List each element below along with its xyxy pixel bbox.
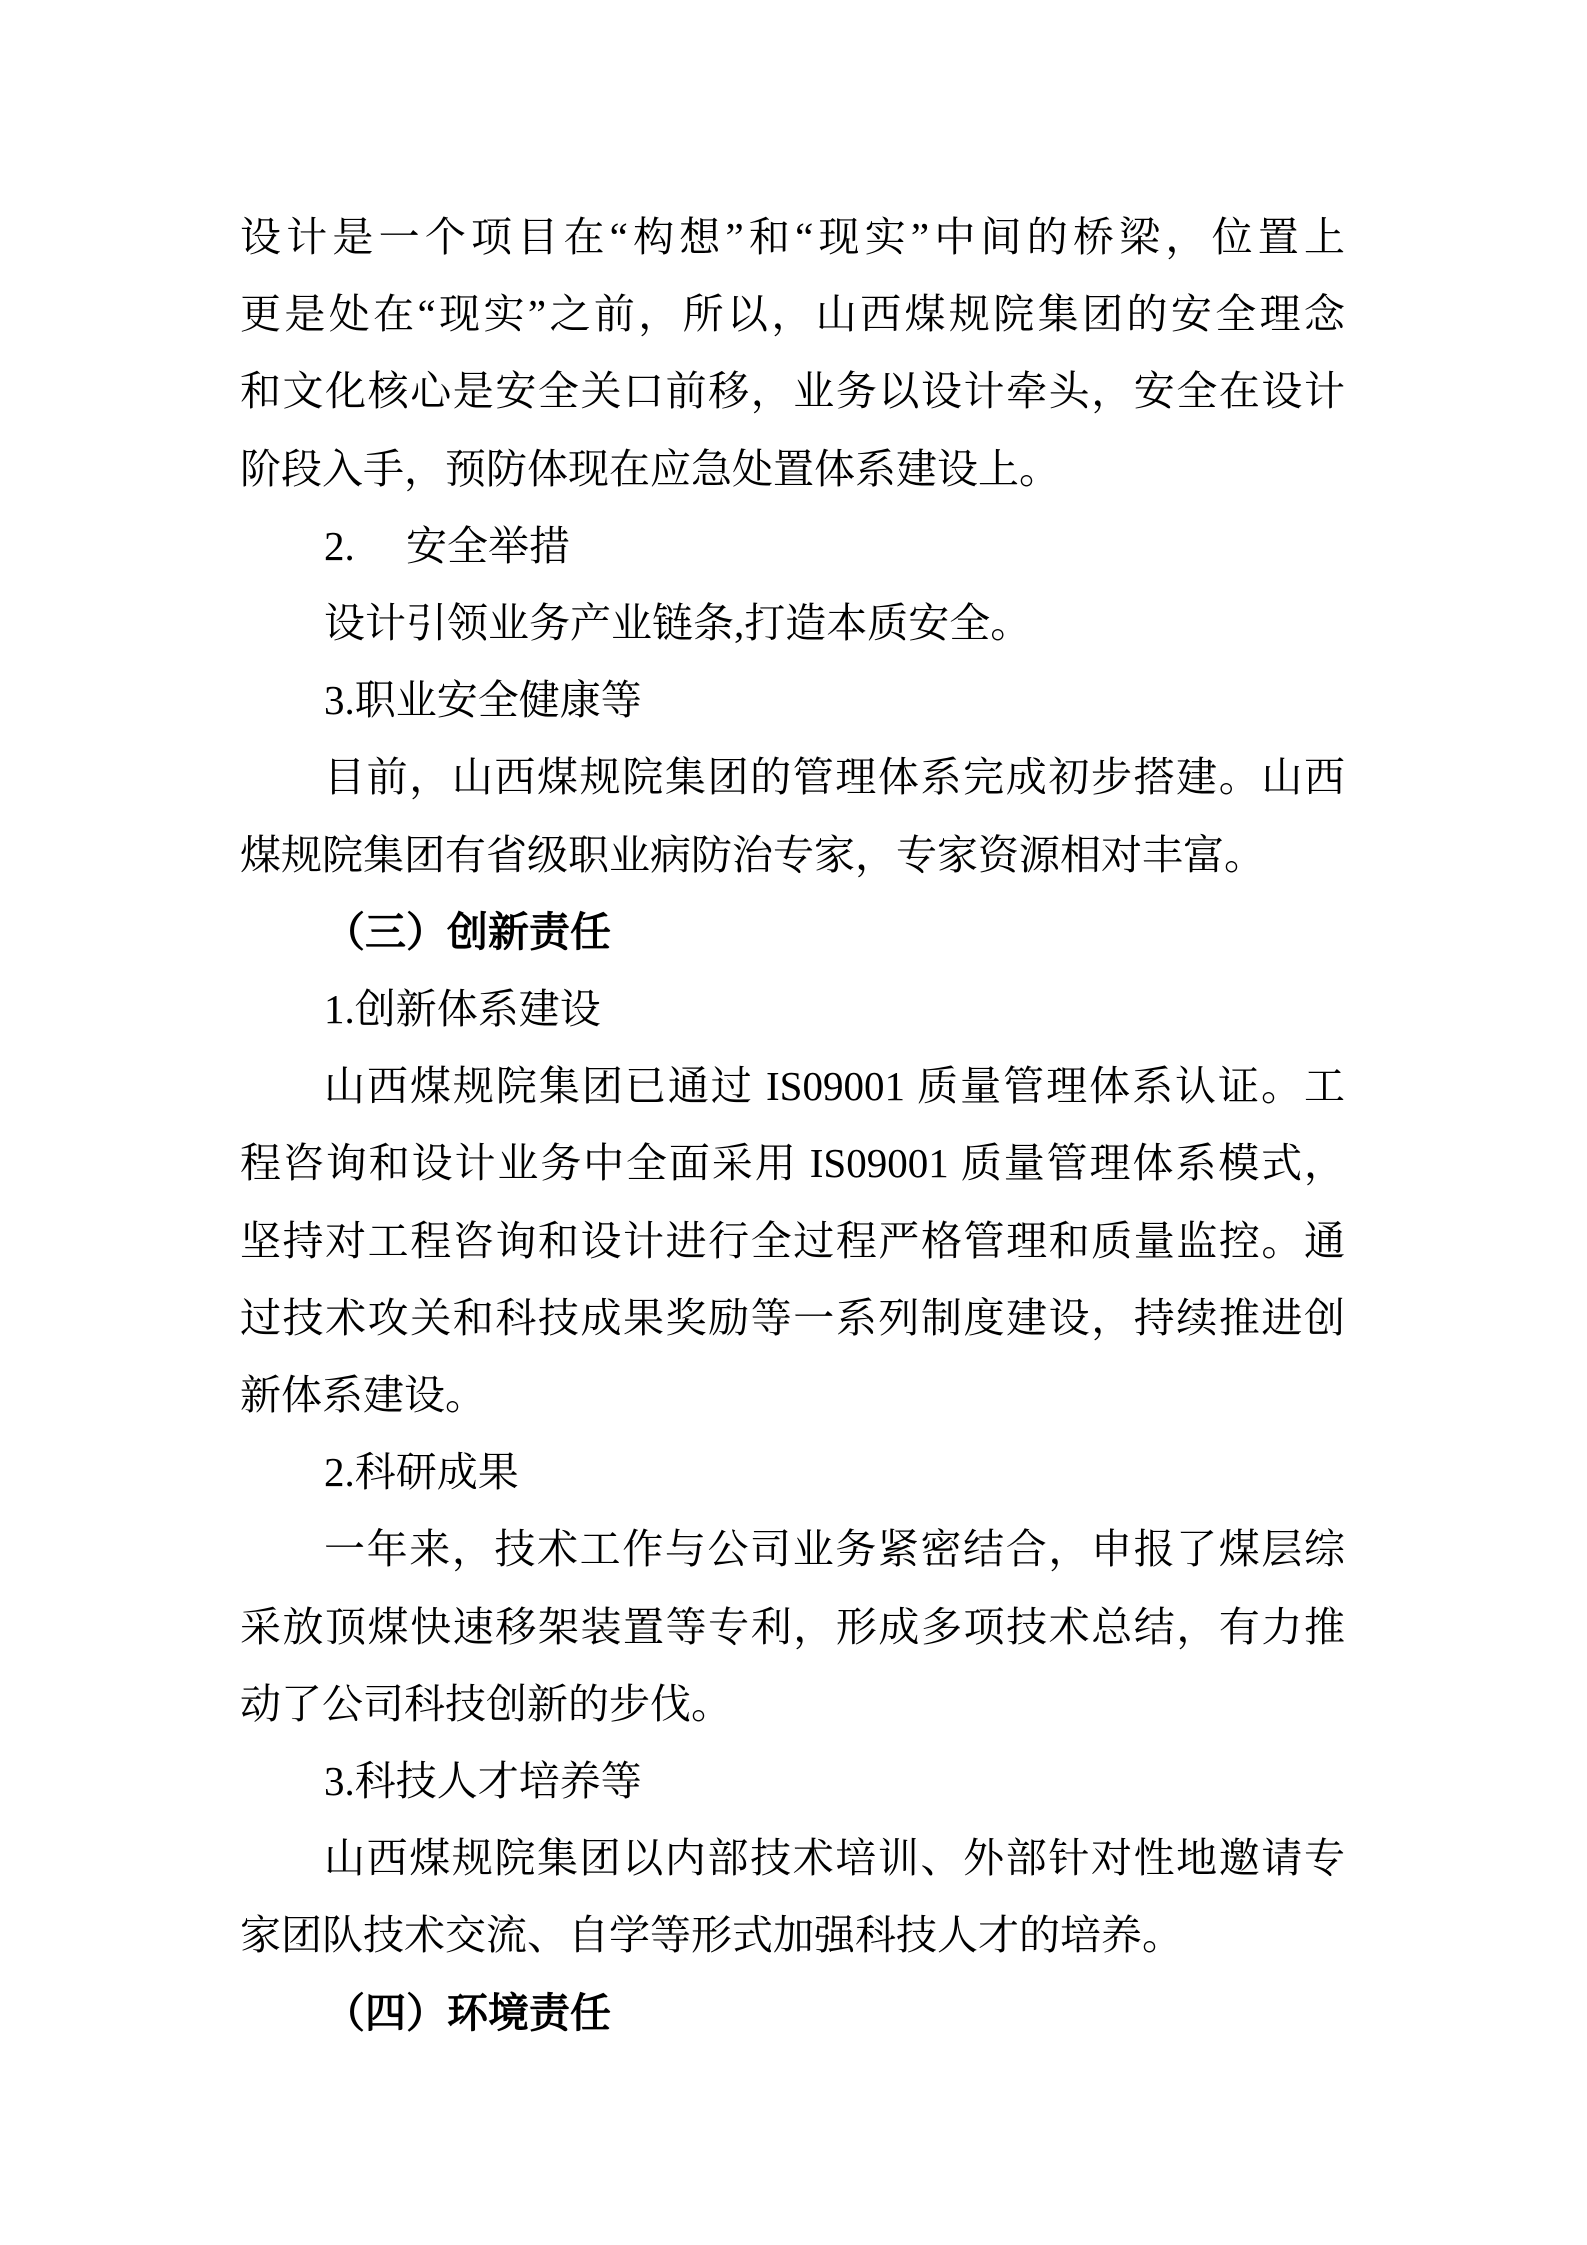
body-line: 和文化核心是安全关口前移，业务以设计牵头，安全在设计: [240, 368, 1345, 415]
body-line: 过技术攻关和科技成果奖励等一系列制度建设，持续推进创: [240, 1294, 1345, 1341]
section-heading-innovation: （三）创新责任: [324, 908, 611, 955]
numbered-item-line: 2.科研成果: [324, 1449, 519, 1496]
body-line: 一年来，技术工作与公司业务紧密结合，申报了煤层综: [324, 1526, 1345, 1573]
body-line: 更是处在“现实”之前，所以，山西煤规院集团的安全理念: [240, 291, 1345, 338]
body-line: 设计是一个项目在“构想”和“现实”中间的桥梁，位置上: [240, 214, 1345, 260]
body-line: 程咨询和设计业务中全面采用 IS09001 质量管理体系模式，: [240, 1140, 1345, 1187]
numbered-item-line: 3.职业安全健康等: [324, 677, 642, 724]
document-text-block: [240, 199, 1345, 2052]
body-line: 阶段入手，预防体现在应急处置体系建设上。: [240, 445, 1060, 492]
body-line: 坚持对工程咨询和设计进行全过程严格管理和质量监控。通: [240, 1217, 1345, 1264]
body-line: 山西煤规院集团已通过 IS09001 质量管理体系认证。工: [324, 1063, 1345, 1110]
numbered-item-line: 2. 安全举措: [324, 522, 570, 569]
body-line: 采放顶煤快速移架装置等专利，形成多项技术总结，有力推: [240, 1603, 1345, 1650]
body-line: 新体系建设。: [240, 1372, 486, 1419]
numbered-item-line: 1.创新体系建设: [324, 986, 601, 1033]
numbered-item-line: 3.科技人才培养等: [324, 1758, 642, 1805]
body-line: 动了公司科技创新的步伐。: [240, 1680, 732, 1727]
body-line: 煤规院集团有省级职业病防治专家，专家资源相对丰富。: [240, 831, 1265, 878]
body-line: 目前，山西煤规院集团的管理体系完成初步搭建。山西: [324, 754, 1345, 801]
body-line: 山西煤规院集团以内部技术培训、外部针对性地邀请专: [324, 1835, 1345, 1882]
body-line: 家团队技术交流、自学等形式加强科技人才的培养。: [240, 1912, 1183, 1959]
section-heading-environment: （四）环境责任: [324, 1989, 611, 2036]
body-line: 设计引领业务产业链条,打造本质安全。: [324, 600, 1032, 647]
